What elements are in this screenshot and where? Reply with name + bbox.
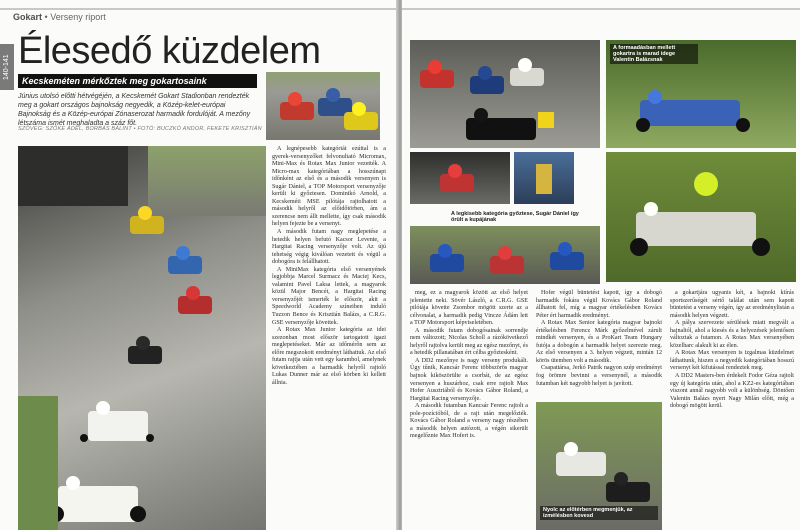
column-1-para-2: A második futam nagy meglepetése a hetedik helyen befutó Kacsor Levente, a Hargitai Racing versenyzője volt. Az újú tehetség végig kiválóan vezetett és végül a dobogóra is felállhatott. <box>272 229 386 266</box>
caption-top-right: A formaadásban mellett gokartra is marad idege Valentin Balázsnak <box>610 44 698 64</box>
article-credits: SZÖVEG: SZŐKE ÁDEL, BORBÁS BÁLINT • FOTÓ: BUCZKÓ ANDOR, FEKETE KRISZTIÁN <box>18 126 262 132</box>
left-page <box>0 0 398 530</box>
column-1-para-1: A legnépesebb kategóriát ezúttal is a gyerek-versenyzőket felvonultató Micromax, Mini-Max és Rotax Max Junior vezették. A Micro-max kategóriában a hosszúnapi időnként az első és a második versenyen is Sugár Dániel, a TOP Motorsport versenyzője került ki győztesen. Dominikó Arnold, a Kecskeméti MSE pilótája rajtolhatott a második helyről az előidőtörben, ám a szerencse nem állt mellette, így csak második helyen fejezte be a versenyt. <box>272 146 386 228</box>
right-page <box>402 0 800 530</box>
column-4 <box>670 290 794 411</box>
page-numbers: 140-141 <box>0 44 14 90</box>
photo-grid-karts <box>410 40 600 148</box>
column-4-para-4: A DD2 Masters-ben érdekelt Fodor Géza rajtolt egy új kategória után, ahol a KZ2-es kategóriában viszont annál nagyobb volt a különbség. Döntően Valentin Balázs nyert Nagy Milán előtt, még a dobogó mögött kerül. <box>670 373 794 410</box>
column-1-para-4: A Rotax Max Junior kategória az idei szezonban most először tartogatott igazi meglepetéseket. Már az időmérőn sem az előre megszokott eredményt láthattuk. Az első futam rajtja után vett egy karambol, amelynek következtében a harmadik helyről rajtoló Lukas Dunner már az első körben ki kellett állnia. <box>272 327 386 386</box>
article-subtitle: Kecskeméten mérkőztek meg gokartosaink <box>22 76 207 86</box>
column-3-para-2: A Rotax Max Senior kategória magyar bajnoki értékelésben Ferencz Márk győzelmével zárult mindkét versenyen, és a ProKart Team Hungary futója a dobogón a harmadik helyet szerezte meg. Az első versenyen a 3. helyen végzett, mintán 12 körös ütemben volt a második. <box>536 320 662 364</box>
photo-bottom-karts <box>536 402 662 530</box>
column-2-para-4: A második futamban Kancsár Ferenc rajtolt a pole-pozícióból, de a rajt után megelőzték. Kovács Gábor Roland a verseny nagy részében a második helyen autózott, a végén sikerült megelőznie Max Hofert is. <box>410 403 528 440</box>
column-3-para-3: Csapattársa, Jerkó Patrik nagyon szép eredményt fog örömre bevinni a versenynél, a második futamban két nagyobb helyet is javított. <box>536 365 662 387</box>
column-2 <box>410 290 528 441</box>
article-lead: Június utolsó előtti hétvégéjén, a Kecskemét Gokart Stadionban rendezték meg a gokart országos bajnokság negyedik, a Közép-kelet-európai Bajnokság és a Közép-európai Zónaserozat harmadik fordulóját. A mezőny létszáma ismét meghaladta a száz főt. <box>18 93 251 127</box>
photo-karts-race <box>18 146 266 530</box>
column-2-para-3: A DD2 mezőnye is nagy verseny produkált. Úgy tűnik, Kancsár Ferenc többszörös magyar bajnok kiköszörülte a csorbát, de az egész versenyen a huszárhoz, csak erre rajtolt Max Hofer Ausztriából és Kovács Gábor Roland, a Hargitai Racing versenyzője. <box>410 357 528 402</box>
column-2-para-1: meg, ez a magyarok között az első helyet jelentette neki. Sövér László, a C.R.G. GSE pilótája követte Zsombor mögött szerte az a célvonalat, a harmadik pedig Vincze Ádám lett a TOP Motorsport képviseletében. <box>410 290 528 327</box>
article-title: Élesedő küzdelem <box>18 30 321 72</box>
photo-kart-pair <box>410 152 510 204</box>
photo-trophy-winner <box>514 152 574 204</box>
photo-kart-green-driver <box>606 152 796 282</box>
column-4-para-2: A pálya szervezete sérülések miatt megvált a hajnaltól, ahol a kiesés és a helyezések jelentősen változtak a futamon. A Rotax Max versenyében közelharc alakult ki az élen. <box>670 320 794 349</box>
header-rule-right <box>402 8 800 10</box>
column-4-para-1: a gokartjára ugyanis két, a bajnoki kiírás sportszerűségét sértő találat után sem kapott büntetést a verseny végén, így az eredménylistán a második helyen végzett. <box>670 290 794 319</box>
section-kicker: Gokart • Verseny riport <box>13 12 106 22</box>
section-name: Gokart <box>13 12 43 22</box>
column-1-para-3: A MiniMax kategória első versenyének legjobbja Marcel Surmacz és Maciej Kecs, valamint Pavel Laksa lettek, a magyarok közül Major Bencét, a Hargitai Racing versenyzőjét ismerték le először, akit a Speedworld Academy színeiben induló Tuzzon Bence és Krisztián Balázs, a C.R.G. GSE versenyzője követtek. <box>272 266 386 326</box>
photo-karts-row <box>410 226 600 284</box>
caption-middle: A legkisebb kategória győztese, Sugár Dániel így örült a kupájának <box>451 211 579 223</box>
column-4-para-3: A Rotax Max versenyen is izgalmas küzdelmet láthattunk, hiszen a negyedik kategóriában hosszú versenyt két kifutással rendeztek meg. <box>670 350 794 372</box>
photo-track-start <box>266 72 380 140</box>
caption-bottom: Nyolc az előtérben megmenjük, az izmélésben kovesd <box>540 506 658 520</box>
subsection-name: Verseny riport <box>50 12 106 22</box>
photo-kart-green <box>606 40 796 148</box>
column-1 <box>272 146 386 388</box>
subtitle-bar <box>18 74 257 88</box>
column-3 <box>536 290 662 388</box>
column-3-para-1: Hofer végül büntetést kapott, így a dobogó harmadik fokára végül Kovács Gábor Roland állhatott fel, míg a magyar értékelésben Kovács Péter ért harmadik eredményt. <box>536 290 662 319</box>
header-rule <box>0 8 398 10</box>
column-2-para-2: A második futam dobogósainak sorrendje nem változott; Nicolas Scholl a rázókövetkező helyről rajtolva került meg az egész mezőnyt, és a hetedik pillanatában ért célba győztesként. <box>410 327 528 357</box>
